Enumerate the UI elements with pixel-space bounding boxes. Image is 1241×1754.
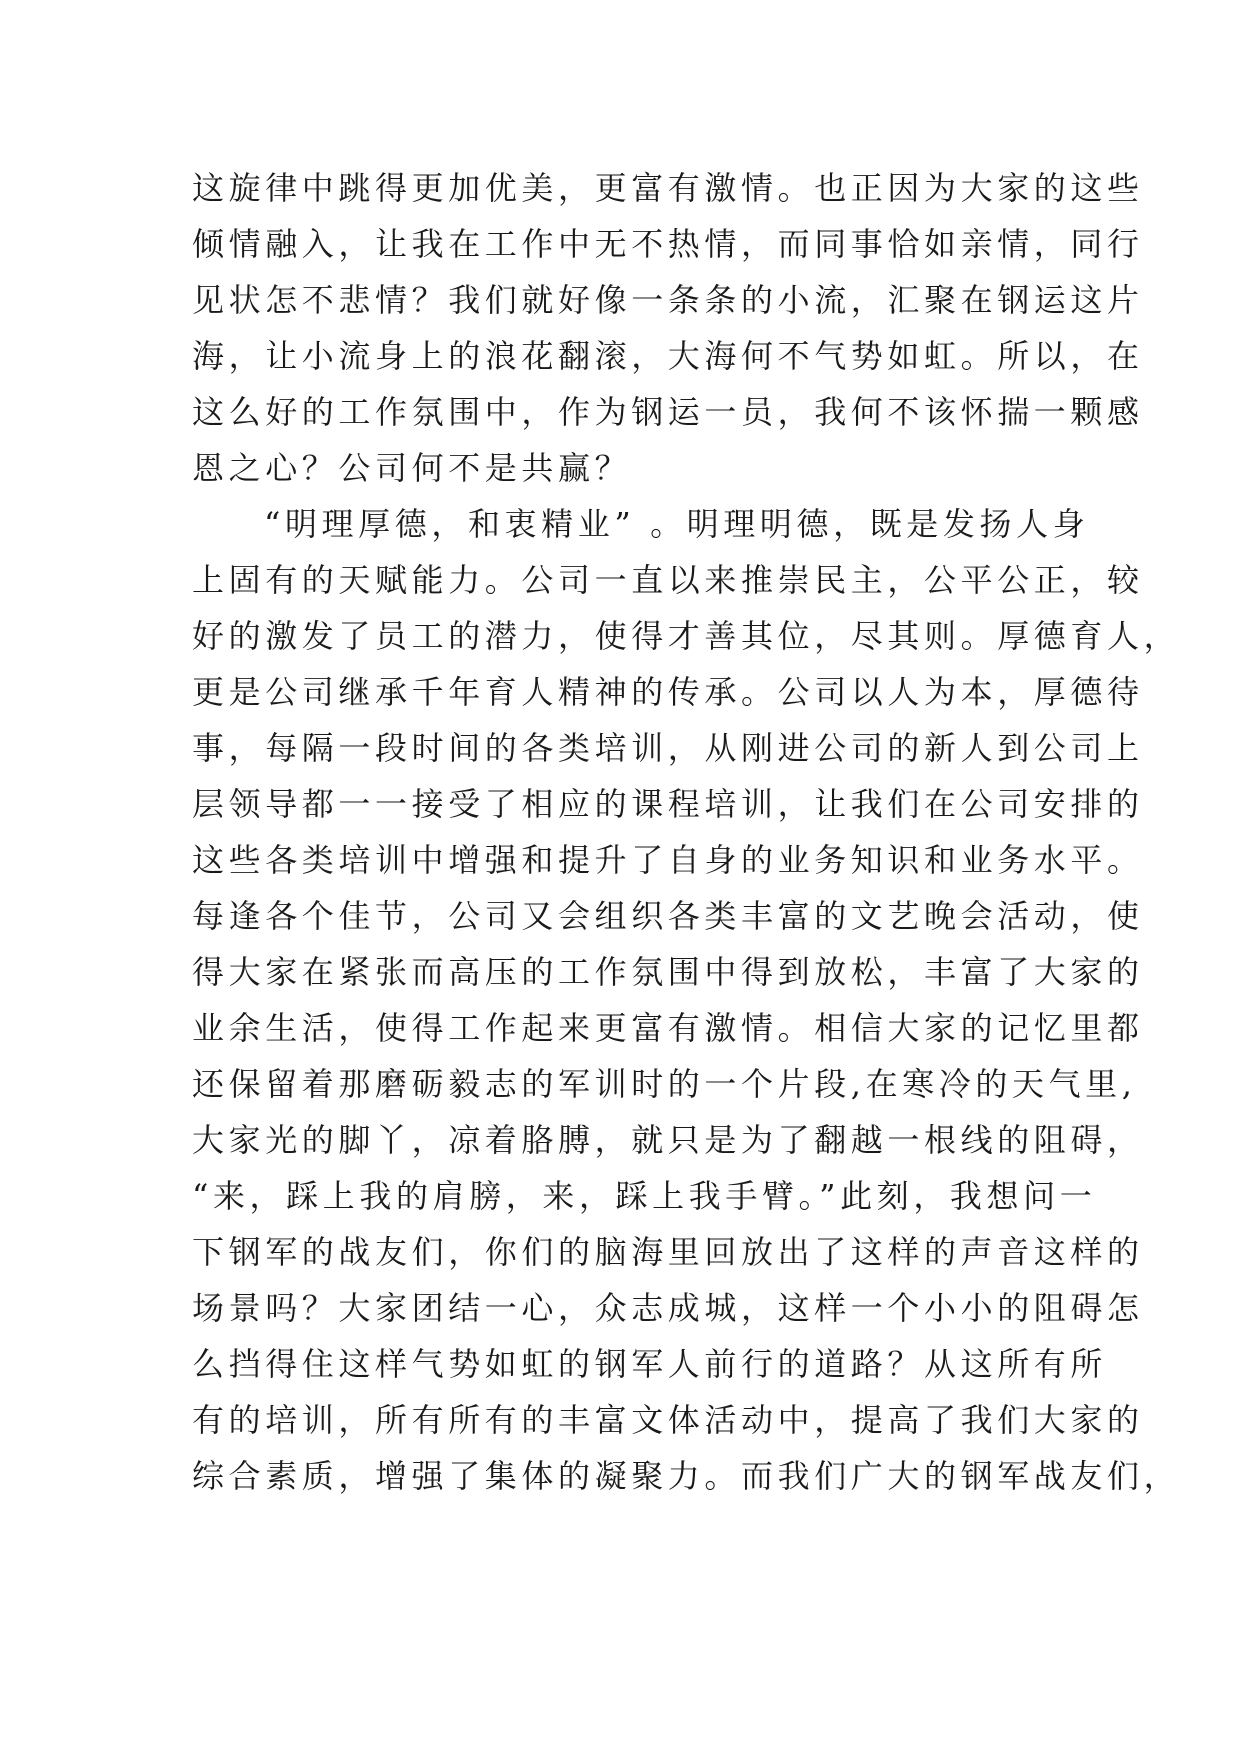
text-line: 层领导都一一接受了相应的课程培训，让我们在公司安排的 <box>192 785 1144 823</box>
text-line: 这么好的工作氛围中，作为钢运一员，我何不该怀揣一颗感 <box>192 393 1144 431</box>
text-line: 见状怎不悲情？我们就好像一条条的小流，汇聚在钢运这片 <box>192 281 1144 319</box>
text-line: 这些各类培训中增强和提升了自身的业务知识和业务水平。 <box>192 841 1144 879</box>
text-line: 场景吗？大家团结一心，众志成城，这样一个小小的阻碍怎 <box>192 1289 1144 1327</box>
text-line: 恩之心？公司何不是共赢？ <box>192 449 632 487</box>
text-line: 大家光的脚丫，凉着胳膊，就只是为了翻越一根线的阻碍， <box>192 1121 1144 1159</box>
text-line: “来，踩上我的肩膀，来，踩上我手臂。”此刻，我想问一 <box>192 1177 1097 1215</box>
text-line: 每逢各个佳节，公司又会组织各类丰富的文艺晚会活动，使 <box>192 897 1144 935</box>
text-line: 上固有的天赋能力。公司一直以来推崇民主，公平公正，较 <box>192 561 1144 599</box>
text-line: 么挡得住这样气势如虹的钢军人前行的道路？从这所有所 <box>192 1345 1108 1383</box>
text-line: 更是公司继承千年育人精神的传承。公司以人为本，厚德待 <box>192 673 1144 711</box>
text-line: 综合素质，增强了集体的凝聚力。而我们广大的钢军战友们， <box>192 1457 1181 1495</box>
text-line: 好的激发了员工的潜力，使得才善其位，尽其则。厚德育人， <box>192 617 1181 655</box>
text-line: 海，让小流身上的浪花翻滚，大海何不气势如虹。所以，在 <box>192 337 1144 375</box>
text-line: 得大家在紧张而高压的工作氛围中得到放松，丰富了大家的 <box>192 953 1144 991</box>
text-line: 业余生活，使得工作起来更富有激情。相信大家的记忆里都 <box>192 1009 1144 1047</box>
text-line: 有的培训，所有所有的丰富文体活动中，提高了我们大家的 <box>192 1401 1144 1439</box>
text-line: 倾情融入，让我在工作中无不热情，而同事恰如亲情，同行 <box>192 225 1144 263</box>
text-line: 事，每隔一段时间的各类培训，从刚进公司的新人到公司上 <box>192 729 1144 767</box>
body-text <box>192 160 1181 1504</box>
text-line: 还保留着那磨砺毅志的军训时的一个片段,在寒冷的天气里, <box>192 1065 1137 1103</box>
text-line: 下钢军的战友们，你们的脑海里回放出了这样的声音这样的 <box>192 1233 1144 1271</box>
text-line: 这旋律中跳得更加优美，更富有激情。也正因为大家的这些 <box>192 169 1144 207</box>
text-line: “明理厚德，和衷精业” 。明理明德，既是发扬人身 <box>264 505 1090 543</box>
